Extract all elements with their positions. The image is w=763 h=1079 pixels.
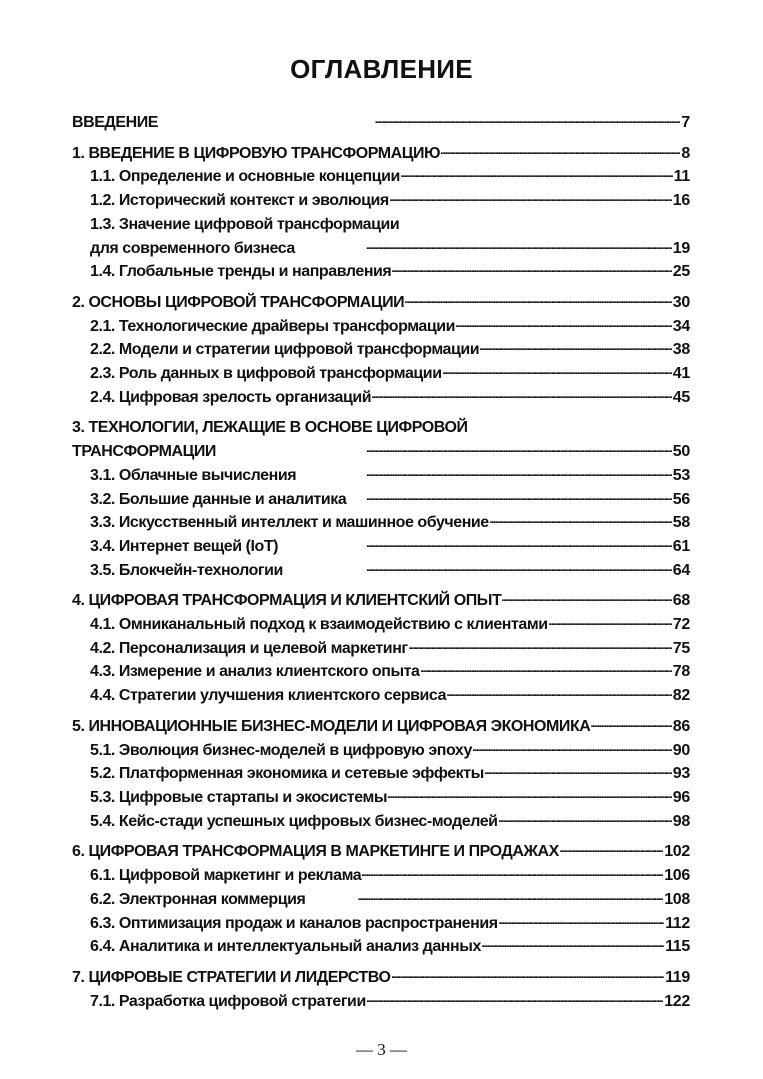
toc-subentry[interactable] xyxy=(72,315,690,339)
dot-leader xyxy=(297,466,672,480)
entry-page-number: 53 xyxy=(672,466,690,484)
toc-subentry[interactable] xyxy=(72,935,690,959)
entry-title: 1. ВВЕДЕНИЕ В ЦИФРОВУЮ ТРАНСФОРМАЦИЮ xyxy=(72,144,441,162)
entry-page-number: 122 xyxy=(664,992,690,1010)
dot-leader xyxy=(482,937,664,951)
entry-title: 4. ЦИФРОВАЯ ТРАНСФОРМАЦИЯ И КЛИЕНТСКИЙ ОПЫТ xyxy=(72,592,502,610)
toc-entry[interactable] xyxy=(72,715,690,739)
entry-title: 7. ЦИФРОВЫЕ СТРАТЕГИИ И ЛИДЕРСТВО xyxy=(72,968,391,986)
toc-entry[interactable] xyxy=(72,111,690,135)
entry-page-number: 16 xyxy=(672,192,690,210)
dot-leader xyxy=(499,914,664,928)
dot-leader xyxy=(362,866,663,880)
toc-subentry[interactable] xyxy=(72,684,690,708)
toc-entry[interactable] xyxy=(72,589,690,613)
entry-title: 5.2. Платформенная экономика и сетевые эффекты xyxy=(90,765,484,783)
entry-title: 4.4. Стратегии улучшения клиентского сервиса xyxy=(90,687,447,705)
entry-page-number: 30 xyxy=(672,293,690,311)
toc-subentry[interactable] xyxy=(72,260,690,284)
entry-title: 3.3. Искусственный интеллект и машинное обучение xyxy=(90,514,489,532)
dot-leader xyxy=(159,113,680,127)
toc-entry[interactable] xyxy=(72,291,690,315)
entry-title: 3.2. Большие данные и аналитика xyxy=(90,490,347,508)
toc-subentry[interactable] xyxy=(72,511,690,535)
toc-subentry[interactable] xyxy=(72,535,690,559)
toc-entry[interactable] xyxy=(72,416,690,440)
toc-section xyxy=(72,715,690,834)
entry-page-number: 82 xyxy=(672,687,690,705)
entry-page-number: 90 xyxy=(672,741,690,759)
entry-title: 6.3. Оптимизация продаж и каналов распространения xyxy=(90,914,498,932)
dot-leader xyxy=(443,364,672,378)
toc-subentry[interactable] xyxy=(72,786,690,810)
entry-page-number: 19 xyxy=(672,239,690,257)
dot-leader xyxy=(296,239,672,253)
entry-page-number: 11 xyxy=(673,168,690,186)
toc-entry[interactable] xyxy=(72,440,690,464)
entry-page-number: 102 xyxy=(664,843,690,861)
dot-leader xyxy=(485,764,672,778)
dot-leader xyxy=(560,842,663,856)
entry-page-number: 7 xyxy=(681,114,690,131)
entry-title: ВВЕДЕНИЕ xyxy=(72,114,158,131)
entry-title: 3. ТЕХНОЛОГИИ, ЛЕЖАЩИЕ В ОСНОВЕ ЦИФРОВОЙ xyxy=(72,419,468,437)
toc-subentry[interactable] xyxy=(72,888,690,912)
entry-title: 2.2. Модели и стратегии цифровой трансформации xyxy=(90,341,480,359)
toc-subentry[interactable] xyxy=(72,762,690,786)
entry-title: 2.1. Технологические драйверы трансформации xyxy=(90,317,455,335)
entry-page-number: 98 xyxy=(672,812,690,830)
toc-section xyxy=(72,111,690,135)
entry-page-number: 50 xyxy=(672,443,690,461)
toc-subentry[interactable] xyxy=(72,637,690,661)
toc-entry[interactable] xyxy=(72,142,690,166)
entry-page-number: 112 xyxy=(665,914,690,932)
toc-subentry[interactable] xyxy=(72,864,690,888)
entry-page-number: 8 xyxy=(681,144,690,162)
entry-page-number: 78 xyxy=(672,663,690,681)
entry-title: 6.2. Электронная коммерция xyxy=(90,890,306,908)
dot-leader xyxy=(284,561,672,575)
toc-subentry[interactable] xyxy=(72,362,690,386)
dot-leader xyxy=(392,262,671,276)
toc-subentry[interactable] xyxy=(72,810,690,834)
entry-page-number: 68 xyxy=(672,592,690,610)
entry-title: 5.4. Кейс-стади успешных цифровых бизнес-моделей xyxy=(90,812,498,830)
toc-subentry[interactable] xyxy=(72,660,690,684)
entry-title: 5.1. Эволюция бизнес-моделей в цифровую эпоху xyxy=(90,741,472,759)
dot-leader xyxy=(490,513,672,527)
entry-title: 1.3. Значение цифровой трансформации xyxy=(90,215,400,233)
entry-title: 3.5. Блокчейн-технологии xyxy=(90,561,283,579)
toc-section xyxy=(72,966,690,1013)
entry-title: 1.4. Глобальные тренды и направления xyxy=(90,263,392,281)
entry-page-number: 56 xyxy=(672,490,690,508)
dot-leader xyxy=(499,812,672,826)
toc-section xyxy=(72,416,690,582)
toc-subentry[interactable] xyxy=(72,559,690,583)
entry-page-number: 93 xyxy=(672,765,690,783)
toc-subentry[interactable] xyxy=(72,613,690,637)
entry-page-number: 72 xyxy=(672,616,690,634)
dot-leader xyxy=(549,615,672,629)
page-number: — 3 — xyxy=(356,1040,407,1059)
entry-title: 2.3. Роль данных в цифровой трансформации xyxy=(90,365,442,383)
dot-leader xyxy=(591,717,671,731)
dot-leader xyxy=(217,442,672,456)
entry-page-number: 86 xyxy=(672,717,690,735)
entry-title: 4.1. Омниканальный подход к взаимодействию с клиентами xyxy=(90,616,548,634)
entry-title: ТРАНСФОРМАЦИИ xyxy=(72,443,216,461)
entry-title: 7.1. Разработка цифровой стратегии xyxy=(90,992,366,1010)
dot-leader xyxy=(392,968,665,982)
entry-page-number: 41 xyxy=(672,365,690,383)
entry-page-number: 64 xyxy=(672,561,690,579)
dot-leader xyxy=(447,686,672,700)
entry-page-number: 75 xyxy=(672,639,690,657)
dot-leader xyxy=(456,317,672,331)
dot-leader xyxy=(390,191,672,205)
dot-leader xyxy=(421,662,672,676)
toc-subentry[interactable] xyxy=(72,338,690,362)
dot-leader xyxy=(279,537,672,551)
dot-leader xyxy=(401,167,673,181)
entry-page-number: 38 xyxy=(672,341,690,359)
entry-page-number: 58 xyxy=(672,514,690,532)
toc-section xyxy=(72,840,690,959)
toc-subentry[interactable] xyxy=(72,739,690,763)
entry-title: для современного бизнеса xyxy=(90,239,295,257)
toc-subentry[interactable] xyxy=(72,165,690,189)
toc-section xyxy=(72,142,690,284)
entry-title: 6. ЦИФРОВАЯ ТРАНСФОРМАЦИЯ В МАРКЕТИНГЕ И ПРОДАЖАХ xyxy=(72,843,559,861)
toc-subentry[interactable] xyxy=(72,213,690,237)
toc-subentry[interactable] xyxy=(72,386,690,410)
dot-leader xyxy=(306,890,663,904)
entry-page-number: 45 xyxy=(672,388,690,406)
table-of-contents xyxy=(72,111,690,1013)
entry-title: 6.1. Цифровой маркетинг и реклама xyxy=(90,867,362,885)
entry-title: 4.2. Персонализация и целевой маркетинг xyxy=(90,639,408,657)
entry-title: 4.3. Измерение и анализ клиентского опыта xyxy=(90,663,420,681)
dot-leader xyxy=(409,639,672,653)
dot-leader xyxy=(473,741,672,755)
entry-page-number: 34 xyxy=(672,317,690,335)
entry-page-number: 96 xyxy=(672,788,690,806)
toc-subentry[interactable] xyxy=(72,912,690,936)
dot-leader xyxy=(480,340,672,354)
entry-title: 1.1. Определение и основные концепции xyxy=(90,168,400,186)
dot-leader xyxy=(367,992,663,1006)
entry-title: 2.4. Цифровая зрелость организаций xyxy=(90,388,372,406)
entry-title: 2. ОСНОВЫ ЦИФРОВОЙ ТРАНСФОРМАЦИИ xyxy=(72,293,405,311)
toc-section xyxy=(72,589,690,708)
entry-page-number: 25 xyxy=(672,263,690,281)
dot-leader xyxy=(502,591,671,605)
entry-title: 3.1. Облачные вычисления xyxy=(90,466,297,484)
toc-entry[interactable] xyxy=(72,966,690,990)
entry-title: 5. ИННОВАЦИОННЫЕ БИЗНЕС-МОДЕЛИ И ЦИФРОВАЯ ЭКОНОМИКА xyxy=(72,717,591,735)
page-title: ОГЛАВЛЕНИЕ xyxy=(290,54,473,84)
dot-leader xyxy=(405,293,672,307)
toc-subentry[interactable] xyxy=(72,189,690,213)
entry-page-number: 61 xyxy=(672,537,690,555)
toc-subentry[interactable] xyxy=(72,488,690,512)
toc-subentry[interactable] xyxy=(72,464,690,488)
entry-title: 3.4. Интернет вещей (IoT) xyxy=(90,537,279,555)
entry-page-number: 108 xyxy=(664,890,690,908)
dot-leader xyxy=(388,788,672,802)
toc-subentry[interactable] xyxy=(72,990,690,1014)
entry-title: 5.3. Цифровые стартапы и экосистемы xyxy=(90,788,388,806)
dot-leader xyxy=(347,490,672,504)
toc-section xyxy=(72,291,690,410)
entry-title: 6.4. Аналитика и интеллектуальный анализ данных xyxy=(90,938,481,956)
dot-leader xyxy=(372,388,672,402)
toc-entry[interactable] xyxy=(72,840,690,864)
toc-subentry[interactable] xyxy=(72,237,690,261)
entry-page-number: 119 xyxy=(665,968,690,986)
entry-page-number: 115 xyxy=(665,938,690,956)
entry-page-number: 106 xyxy=(664,867,690,885)
dot-leader xyxy=(441,144,680,158)
entry-title: 1.2. Исторический контекст и эволюция xyxy=(90,192,389,210)
